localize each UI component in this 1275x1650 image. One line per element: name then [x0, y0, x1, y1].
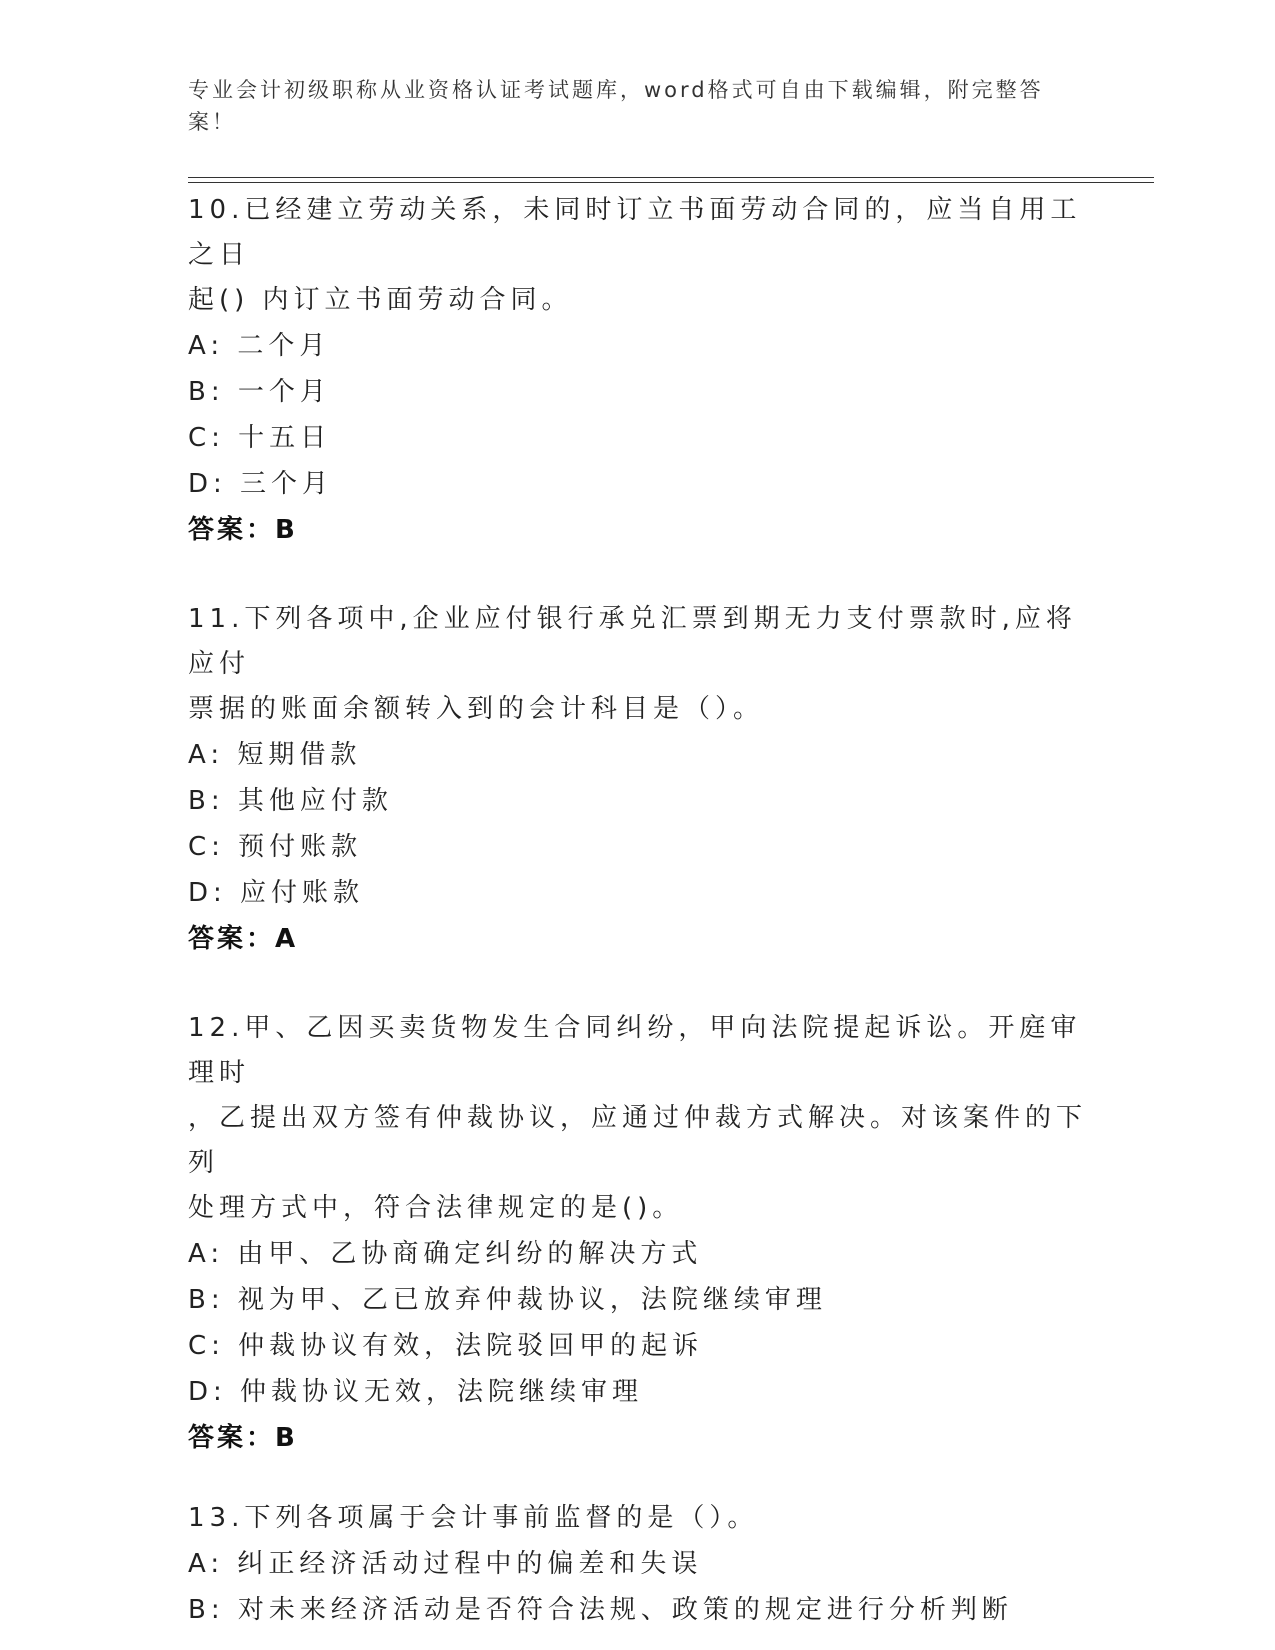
- option-a: A: 纠正经济活动过程中的偏差和失误: [188, 1549, 703, 1579]
- option-a: A: 短期借款: [188, 740, 362, 770]
- question-stem-line: ，乙提出双方签有仲裁协议，应通过仲裁方式解决。对该案件的下列: [188, 1103, 1088, 1178]
- question-list: [188, 188, 1088, 1633]
- option-a: A: 二个月: [188, 331, 331, 361]
- header-divider-top: [188, 177, 1154, 178]
- option-a: A: 由甲、乙协商确定纠纷的解决方式: [188, 1239, 703, 1269]
- option-d: D: 应付账款: [188, 878, 365, 908]
- question-stem-line: 11.下列各项中,企业应付银行承兑汇票到期无力支付票款时,应将应付: [188, 604, 1077, 679]
- question-stem-line: 票据的账面余额转入到的会计科目是（）。: [188, 694, 765, 724]
- option-b: B: 对未来经济活动是否符合法规、政策的规定进行分析判断: [188, 1595, 1013, 1625]
- option-c: C: 仲裁协议有效，法院驳回甲的起诉: [188, 1331, 704, 1361]
- header-divider-bottom: [188, 182, 1154, 183]
- option-b: B: 一个月: [188, 377, 331, 407]
- answer-line: 答案：A: [188, 924, 299, 954]
- question-stem-line: 13.下列各项属于会计事前监督的是（）。: [188, 1503, 759, 1533]
- answer-line: 答案：B: [188, 1423, 298, 1453]
- question-stem-line: 处理方式中，符合法律规定的是()。: [188, 1193, 684, 1223]
- option-d: D: 三个月: [188, 469, 334, 499]
- question-10: [188, 188, 1088, 553]
- question-stem-line: 10.已经建立劳动关系，未同时订立书面劳动合同的，应当自用工之日: [188, 195, 1082, 270]
- page-header: 专业会计初级职称从业资格认证考试题库，word格式可自由下载编辑，附完整答案！: [188, 78, 1044, 134]
- question-stem-line: 起() 内订立书面劳动合同。: [188, 285, 573, 315]
- question-stem-line: 12.甲、乙因买卖货物发生合同纠纷，甲向法院提起诉讼。开庭审理时: [188, 1013, 1082, 1088]
- option-c: C: 十五日: [188, 423, 332, 453]
- question-13: [188, 1496, 1088, 1633]
- question-11: [188, 597, 1088, 962]
- question-12: [188, 1006, 1088, 1461]
- option-b: B: 其他应付款: [188, 786, 393, 816]
- option-b: B: 视为甲、乙已放弃仲裁协议，法院继续审理: [188, 1285, 827, 1315]
- answer-line: 答案：B: [188, 515, 298, 545]
- option-c: C: 预付账款: [188, 832, 363, 862]
- option-d: D: 仲裁协议无效，法院继续审理: [188, 1377, 644, 1407]
